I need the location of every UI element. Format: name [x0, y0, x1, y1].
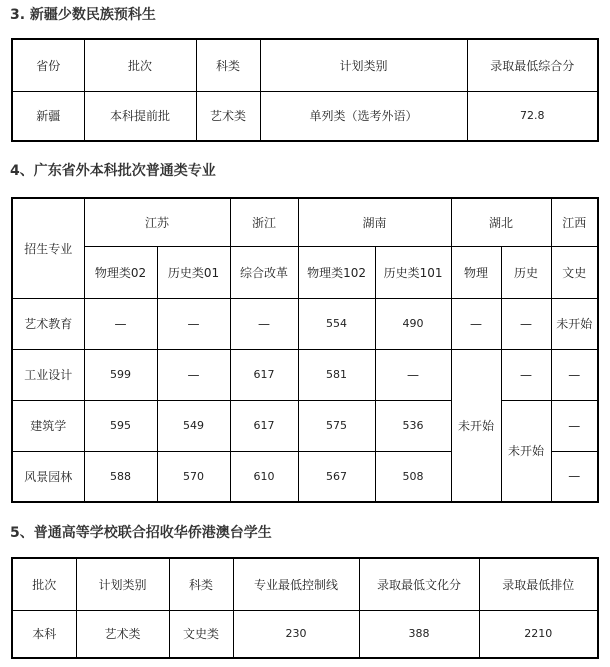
- xinjiang-table: [11, 38, 599, 142]
- cell: 599: [84, 349, 157, 400]
- subject-header: 文史: [551, 246, 598, 298]
- subject-header: 历史类01: [157, 246, 230, 298]
- header-cell: 录取最低综合分: [467, 39, 598, 91]
- section-5-title: 5、普通高等学校联合招收华侨港澳台学生: [10, 525, 272, 541]
- cell: 617: [230, 400, 298, 451]
- header-cell: 批次: [12, 558, 76, 610]
- cell: 617: [230, 349, 298, 400]
- cell: 艺术类: [76, 610, 169, 658]
- cell: 536: [375, 400, 451, 451]
- section-3-title: 3. 新疆少数民族预科生: [10, 7, 156, 23]
- table-row: [12, 91, 598, 141]
- cell: —: [551, 400, 598, 451]
- cell: 581: [298, 349, 375, 400]
- cell: —: [551, 451, 598, 502]
- major-cell: 工业设计: [12, 349, 84, 400]
- out-of-province-table: [11, 197, 599, 503]
- province-zhejiang: 浙江: [230, 198, 298, 246]
- cell: —: [157, 298, 230, 349]
- cell: 本科提前批: [84, 91, 196, 141]
- province-jiangsu: 江苏: [84, 198, 230, 246]
- table-row: [12, 400, 598, 451]
- header-cell: 录取最低文化分: [359, 558, 479, 610]
- subject-header: 物理类102: [298, 246, 375, 298]
- cell: —: [551, 349, 598, 400]
- table-header-row: [12, 39, 598, 91]
- cell: 本科: [12, 610, 76, 658]
- cell: 570: [157, 451, 230, 502]
- cell: 575: [298, 400, 375, 451]
- cell: —: [157, 349, 230, 400]
- cell: —: [501, 349, 551, 400]
- cell: 388: [359, 610, 479, 658]
- section-4-title: 4、广东省外本科批次普通类专业: [10, 163, 216, 179]
- cell: 文史类: [169, 610, 233, 658]
- province-hubei: 湖北: [451, 198, 551, 246]
- hubei-history-merged-cell: 未开始: [501, 400, 551, 502]
- cell: 610: [230, 451, 298, 502]
- hmt-students-table: [11, 557, 599, 659]
- cell: 230: [233, 610, 359, 658]
- cell: 2210: [479, 610, 598, 658]
- cell: —: [375, 349, 451, 400]
- subject-header-row: [12, 246, 598, 298]
- province-jiangxi: 江西: [551, 198, 598, 246]
- major-cell: 风景园林: [12, 451, 84, 502]
- cell: 艺术类: [196, 91, 260, 141]
- header-cell: 科类: [196, 39, 260, 91]
- cell: 单列类（选考外语）: [260, 91, 467, 141]
- cell: 508: [375, 451, 451, 502]
- header-cell: 计划类别: [260, 39, 467, 91]
- cell: —: [84, 298, 157, 349]
- header-cell: 计划类别: [76, 558, 169, 610]
- header-cell: 省份: [12, 39, 84, 91]
- province-header-row: [12, 198, 598, 246]
- table-header-row: [12, 558, 598, 610]
- header-cell: 专业最低控制线: [233, 558, 359, 610]
- cell: —: [230, 298, 298, 349]
- table-row: [12, 610, 598, 658]
- cell: 588: [84, 451, 157, 502]
- header-cell: 科类: [169, 558, 233, 610]
- major-header: 招生专业: [12, 198, 84, 298]
- cell: 554: [298, 298, 375, 349]
- header-cell: 录取最低排位: [479, 558, 598, 610]
- province-hunan: 湖南: [298, 198, 451, 246]
- subject-header: 历史类101: [375, 246, 451, 298]
- cell: 72.8: [467, 91, 598, 141]
- major-cell: 建筑学: [12, 400, 84, 451]
- cell: —: [501, 298, 551, 349]
- hubei-physics-merged-cell: 未开始: [451, 349, 501, 502]
- subject-header: 综合改革: [230, 246, 298, 298]
- cell: 549: [157, 400, 230, 451]
- cell: 未开始: [551, 298, 598, 349]
- cell: 595: [84, 400, 157, 451]
- table-row: [12, 349, 598, 400]
- cell: 新疆: [12, 91, 84, 141]
- subject-header: 历史: [501, 246, 551, 298]
- cell: —: [451, 298, 501, 349]
- cell: 567: [298, 451, 375, 502]
- table-row: [12, 298, 598, 349]
- subject-header: 物理类02: [84, 246, 157, 298]
- cell: 490: [375, 298, 451, 349]
- major-cell: 艺术教育: [12, 298, 84, 349]
- header-cell: 批次: [84, 39, 196, 91]
- subject-header: 物理: [451, 246, 501, 298]
